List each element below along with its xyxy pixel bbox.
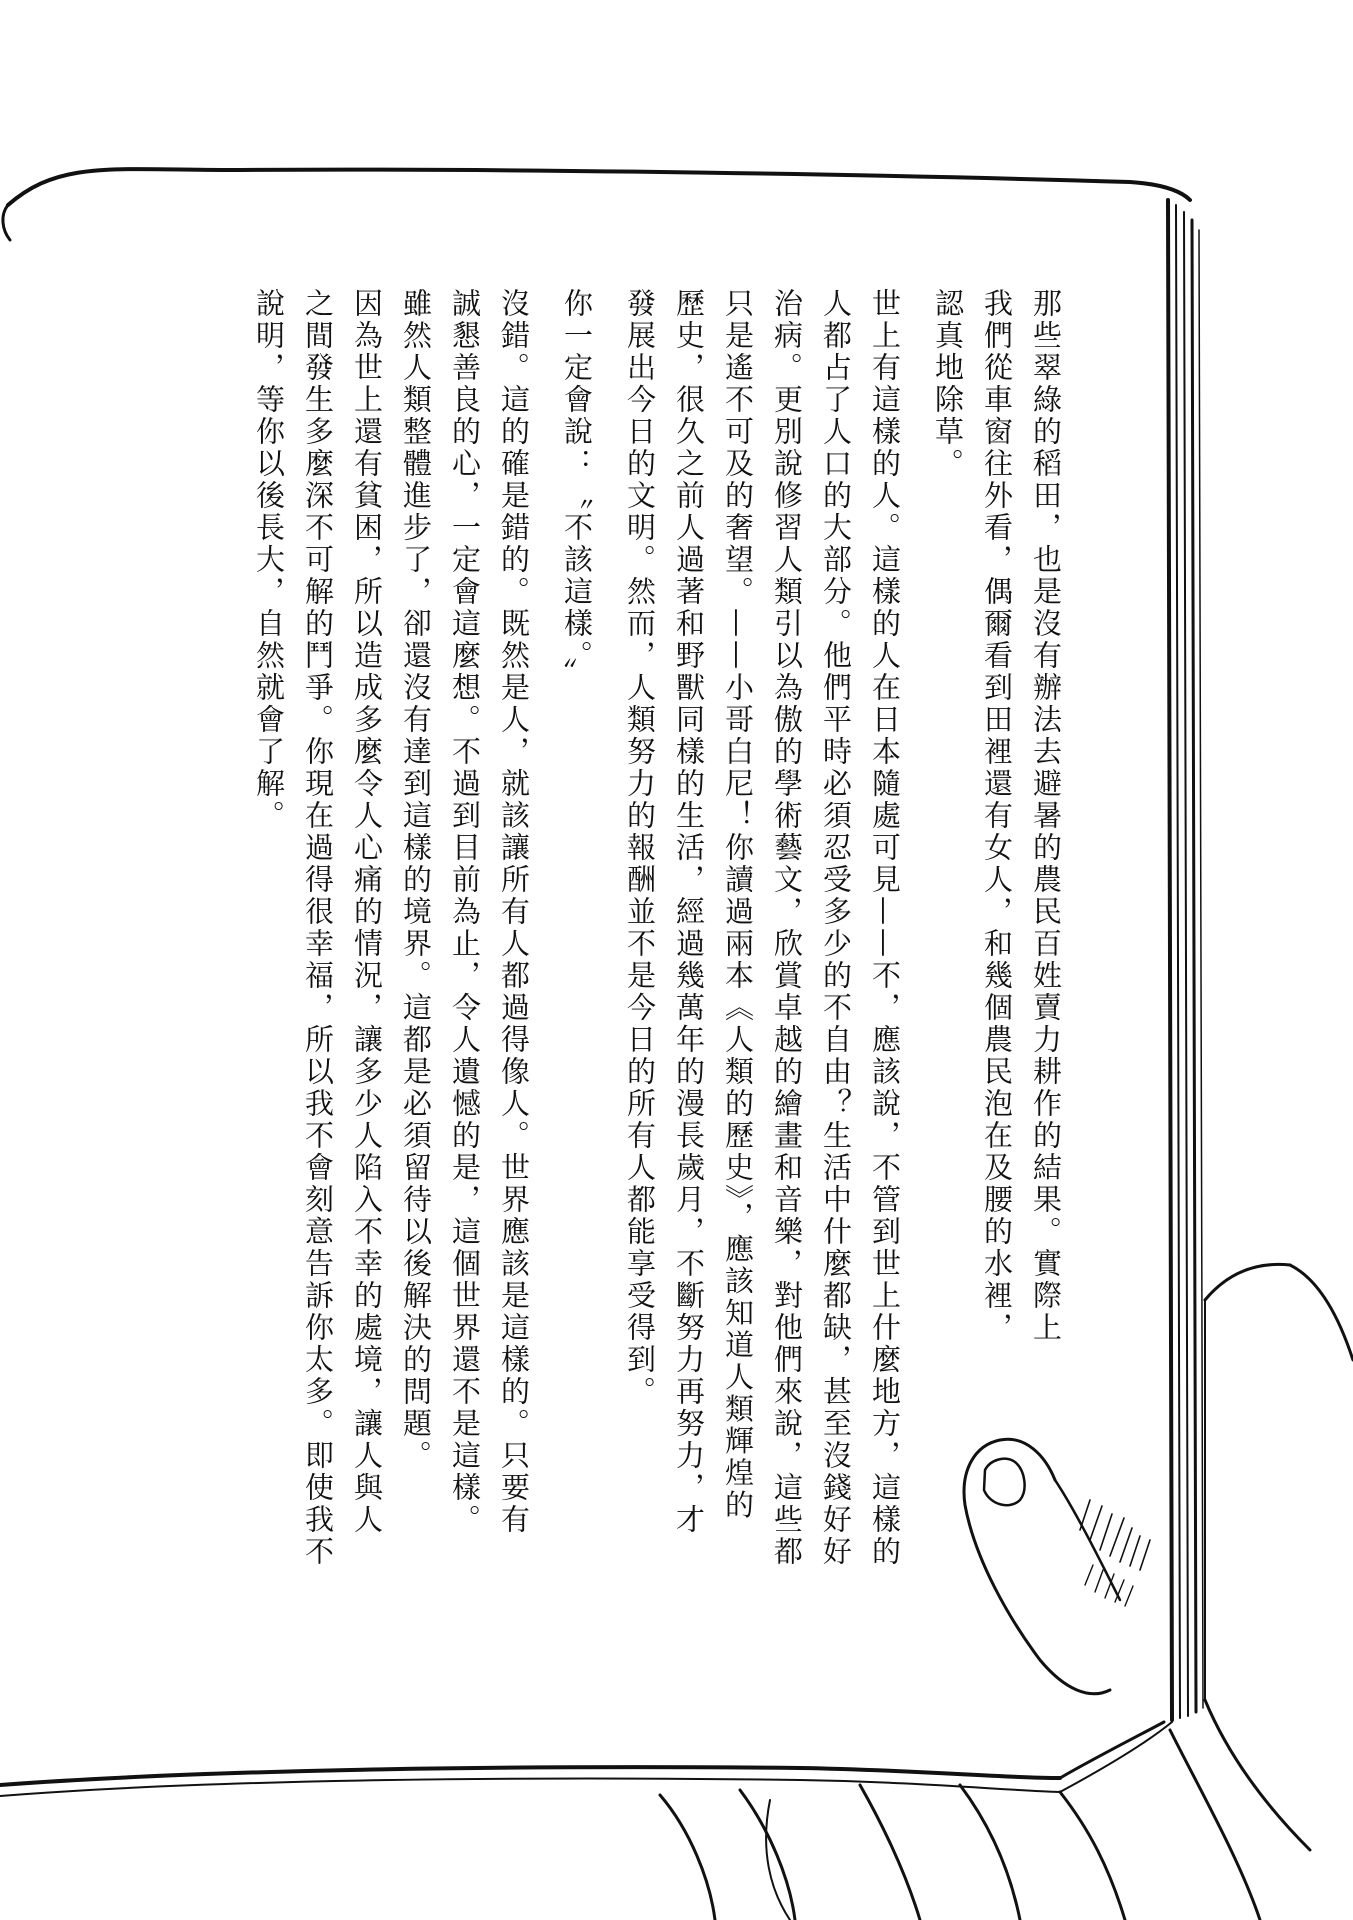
vertical-text-body xyxy=(120,288,1070,1568)
text-line: 因為世上還有貧困，所以造成多麼令人心痛的情況，讓多少人陷入不幸的處境，讓人與人 xyxy=(350,288,384,1536)
text-line: 治病。更別說修習人類引以為傲的學術藝文，欣賞卓越的繪畫和音樂，對他們來說，這些都 xyxy=(770,288,804,1568)
hand-back xyxy=(1205,1264,1290,1300)
paragraph-gap xyxy=(909,288,923,1568)
text-line: 雖然人類整體進步了，卻還沒有達到這樣的境界。這都是必須留待以後解決的問題。 xyxy=(399,288,433,1472)
text-line: 人都占了人口的大部分。他們平時必須忍受多少的不自由？生活中什麼都缺，甚至沒錢好好 xyxy=(819,288,853,1568)
text-line: 歷史，很久之前人過著和野獸同樣的生活，經過幾萬年的漫長歲月，不斷努力再努力，才 xyxy=(672,288,706,1536)
text-line: 認真地除草。 xyxy=(931,288,965,480)
text-line: 沒錯。這的確是錯的。既然是人，就該讓所有人都過得像人。世界應該是這樣的。只要有 xyxy=(497,288,531,1536)
page-bottom-edge xyxy=(0,1767,1060,1785)
text-line: 世上有這樣的人。這樣的人在日本隨處可見——不，應該說，不管到世上什麼地方，這樣的 xyxy=(868,288,902,1568)
page-top-edge xyxy=(8,169,1190,205)
text-line: 我們從車窗往外看，偶爾看到田裡還有女人，和幾個農民泡在及腰的水裡， xyxy=(980,288,1014,1344)
page-stack-lines xyxy=(1168,200,1172,1720)
text-line: 只是遙不可及的奢望。——小哥白尼！你讀過兩本《人類的歷史》，應該知道人類輝煌的 xyxy=(721,288,755,1522)
page-left-curl xyxy=(3,205,10,240)
text-line: 之間發生多麼深不可解的鬥爭。你現在過得很幸福，所以我不會刻意告訴你太多。即使我不 xyxy=(301,288,335,1568)
hand-fingers xyxy=(660,1795,715,1920)
paragraph-gap xyxy=(601,288,615,1568)
text-line: 發展出今日的文明。然而，人類努力的報酬並不是今日的所有人都能享受得到。 xyxy=(623,288,657,1408)
text-line: 誠懇善良的心，一定會這麼想。不過到目前為止，令人遺憾的是，這個世界還不是這樣。 xyxy=(448,288,482,1536)
text-line: 你一定會說：〝不該這樣。〞 xyxy=(560,288,594,690)
paragraph-gap xyxy=(538,288,552,1568)
text-line: 說明，等你以後長大，自然就會了解。 xyxy=(252,288,286,832)
text-line: 那些翠綠的稻田，也是沒有辦法去避暑的農民百姓賣力耕作的結果。實際上 xyxy=(1029,288,1063,1344)
